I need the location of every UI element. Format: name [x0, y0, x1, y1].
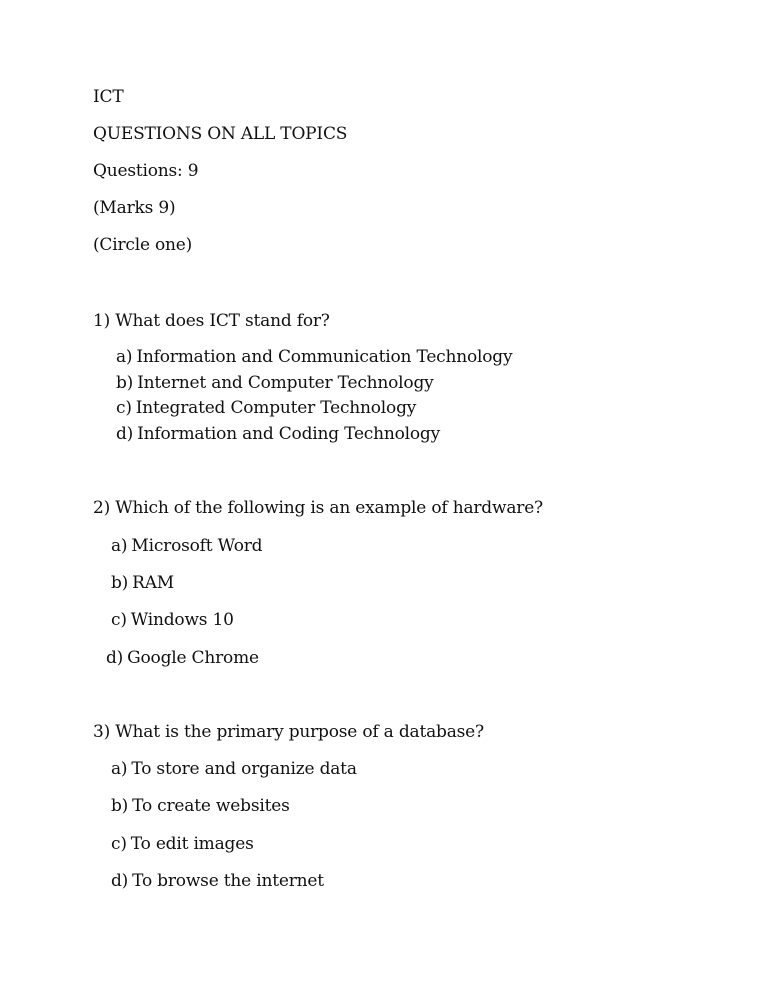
option-2b[interactable] [111, 573, 174, 593]
option-text: Information and Communication Technology [136, 347, 513, 367]
question-prompt: 1) What does ICT stand for? [93, 311, 330, 331]
option-letter: b) [111, 573, 129, 593]
question-prompt: 3) What is the primary purpose of a database? [93, 722, 484, 742]
option-letter: d) [106, 648, 124, 668]
option-3c[interactable] [111, 834, 254, 854]
option-letter: b) [116, 373, 134, 393]
option-3b[interactable] [111, 796, 290, 816]
subject-label: ICT [93, 87, 124, 107]
option-2d[interactable] [106, 648, 259, 668]
option-1b[interactable] [116, 373, 434, 393]
option-letter: a) [111, 759, 128, 779]
option-text: Microsoft Word [131, 536, 263, 556]
page-title: QUESTIONS ON ALL TOPICS [93, 124, 348, 144]
option-letter: a) [111, 536, 128, 556]
option-1c[interactable] [116, 398, 416, 418]
question-count: Questions: 9 [93, 161, 199, 181]
option-2a[interactable] [111, 536, 262, 556]
marks-label: (Marks 9) [93, 198, 176, 218]
option-text: RAM [132, 573, 175, 593]
option-text: Information and Coding Technology [137, 424, 441, 444]
option-letter: c) [116, 398, 132, 418]
option-text: Google Chrome [127, 648, 259, 668]
option-3a[interactable] [111, 759, 357, 779]
option-1a[interactable] [116, 347, 512, 367]
question-prompt: 2) Which of the following is an example of hardware? [93, 498, 543, 518]
option-text: To store and organize data [131, 759, 357, 779]
option-letter: a) [116, 347, 133, 367]
option-text: Internet and Computer Technology [137, 373, 434, 393]
option-letter: b) [111, 796, 129, 816]
option-text: To browse the internet [132, 871, 324, 891]
option-letter: d) [111, 871, 129, 891]
option-1d[interactable] [116, 424, 440, 444]
option-3d[interactable] [111, 871, 324, 891]
option-2c[interactable] [111, 610, 234, 630]
option-letter: d) [116, 424, 134, 444]
option-text: Windows 10 [130, 610, 234, 630]
option-text: To edit images [130, 834, 254, 854]
option-text: Integrated Computer Technology [135, 398, 417, 418]
option-letter: c) [111, 610, 127, 630]
option-text: To create websites [132, 796, 290, 816]
option-letter: c) [111, 834, 127, 854]
instruction-label: (Circle one) [93, 235, 193, 255]
